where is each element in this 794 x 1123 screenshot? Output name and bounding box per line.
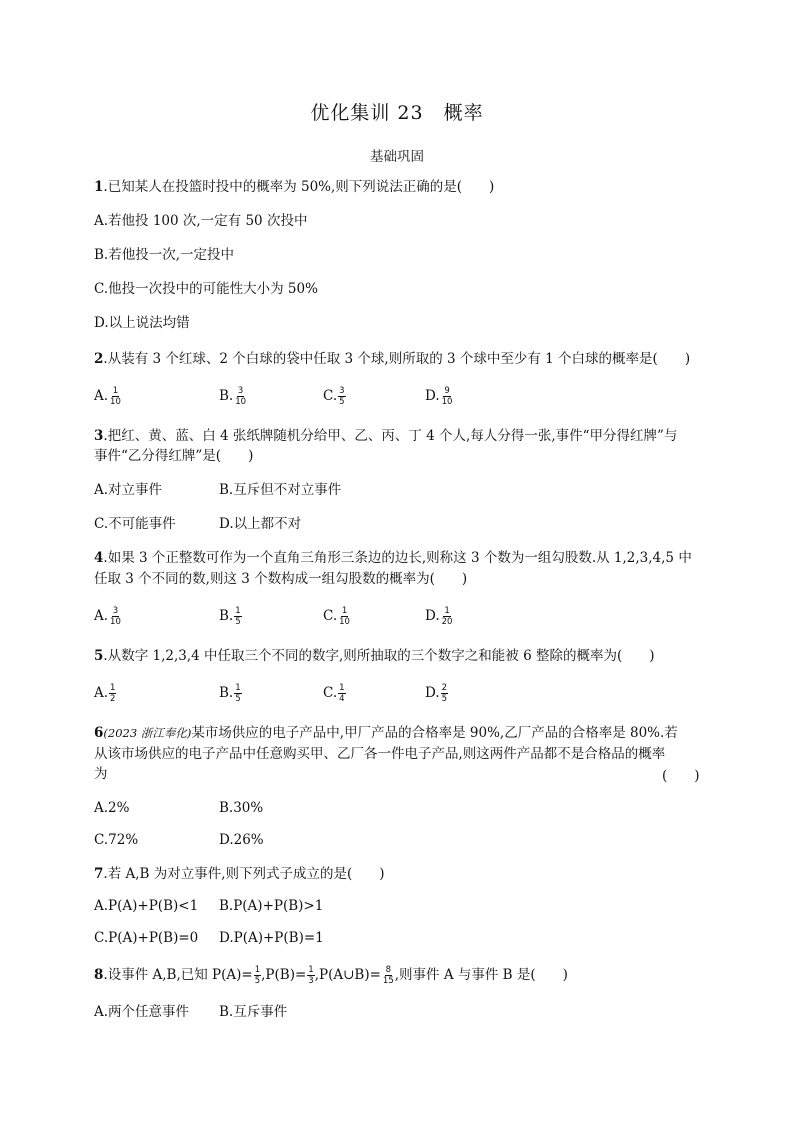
- question-7-stem: [94, 864, 385, 884]
- fraction: $\frac{1}{3}$: [308, 965, 314, 986]
- question-5-option-d: D. $\frac{2}{5}$: [425, 683, 448, 704]
- question-2-option-a: A. $\frac{1}{10}$: [94, 386, 121, 407]
- question-3-option-c: C.不可能事件: [94, 516, 176, 532]
- section-heading: 基础巩固: [370, 149, 424, 165]
- question-number: 2: [94, 351, 104, 367]
- question-5-stem: [94, 646, 655, 666]
- question-1-stem: [94, 177, 494, 197]
- question-text: .把红、黄、蓝、白 4 张纸牌随机分给甲、乙、丙、丁 4 个人,每人分得一张,事件“甲分得红牌”与: [103, 428, 678, 444]
- question-6-stem-line-2: 从该市场供应的电子产品中任意购买甲、乙厂各一件电子产品,则这两件产品都不是合格品的概率: [94, 746, 666, 762]
- question-4-option-b: B. $\frac{1}{5}$: [219, 606, 241, 627]
- question-4-stem-line-1: [94, 548, 692, 568]
- question-number: 6: [94, 725, 104, 741]
- question-4-option-c: C. $\frac{1}{10}$: [323, 606, 350, 627]
- question-1-option-a: A.若他投 100 次,一定有 50 次投中: [94, 213, 308, 229]
- question-4-option-a: A. $\frac{3}{10}$: [94, 606, 121, 627]
- question-7-option-a: A.P(A)+P(B)<1: [94, 898, 199, 914]
- question-6-option-b: B.30%: [219, 800, 264, 816]
- question-text: .若 A,B 为对立事件,则下列式子成立的是( ): [103, 866, 385, 882]
- question-4-option-d: D. $\frac{1}{20}$: [425, 606, 453, 627]
- question-6-option-c: C.72%: [94, 832, 139, 848]
- question-number: 1: [94, 179, 104, 195]
- question-2-option-b: B. $\frac{3}{10}$: [219, 386, 247, 407]
- question-3-option-d: D.以上都不对: [219, 516, 302, 532]
- question-8-option-b: B.互斥事件: [219, 1004, 288, 1020]
- question-5-option-a: A. $\frac{1}{2}$: [94, 683, 116, 704]
- page-title: 优化集训 23 概率: [310, 102, 484, 124]
- question-5-option-b: B. $\frac{1}{5}$: [219, 683, 241, 704]
- question-8-option-a: A.两个任意事件: [94, 1004, 190, 1020]
- question-7-option-b: B.P(A)+P(B)>1: [219, 898, 324, 914]
- question-6-answer-paren: ( ): [662, 768, 700, 784]
- question-4-stem-line-2: 任取 3 个不同的数,则这 3 个数构成一组勾股数的概率为( ): [94, 571, 468, 587]
- question-number: 8: [94, 967, 104, 983]
- question-7-option-c: C.P(A)+P(B)=0: [94, 930, 199, 946]
- question-text: .从数字 1,2,3,4 中任取三个不同的数字,则所抽取的三个数字之和能被 6 整除的概率为( ): [103, 648, 655, 664]
- question-number: 7: [94, 866, 104, 882]
- question-6-stem-line-3: 为: [94, 766, 108, 782]
- question-3-option-a: A.对立事件: [94, 482, 163, 498]
- question-number: 5: [94, 648, 104, 664]
- question-number: 3: [94, 428, 104, 444]
- question-text: 某市场供应的电子产品中,甲厂产品的合格率是 90%,乙厂产品的合格率是 80%.若: [191, 725, 678, 741]
- fraction: $\frac{1}{5}$: [254, 965, 261, 986]
- question-1-option-d: D.以上说法均错: [94, 315, 190, 331]
- question-1-option-c: C.他投一次投中的可能性大小为 50%: [94, 281, 318, 297]
- question-5-option-c: C. $\frac{1}{4}$: [323, 683, 345, 704]
- question-7-option-d: D.P(A)+P(B)=1: [219, 930, 324, 946]
- question-6-option-a: A.2%: [94, 800, 130, 816]
- question-text: .如果 3 个正整数可作为一个直角三角形三条边的边长,则称这 3 个数为一组勾股数.从 1,2,3,4,5 中: [103, 550, 692, 566]
- question-text: .从装有 3 个红球、2 个白球的袋中任取 3 个球,则所取的 3 个球中至少有 1 个白球的概率是( ): [103, 351, 691, 367]
- question-source: (2023 浙江奉化): [103, 726, 192, 740]
- question-2-stem: [94, 349, 690, 369]
- question-8-stem: 8.设事件 A,B,已知 P(A)= $\frac{1}{5}$ ,P(B)= $\frac{1}{3}$ ,P(A∪B)= $\frac{8}{15}$ ,则事件 A 与事件 B 是( ): [94, 965, 568, 986]
- question-3-stem-line-2: 事件“乙分得红牌”是( ): [94, 448, 254, 464]
- question-3-option-b: B.互斥但不对立事件: [219, 482, 342, 498]
- question-3-stem-line-1: [94, 426, 677, 446]
- question-number: 4: [94, 550, 104, 566]
- question-2-option-d: D. $\frac{9}{10}$: [425, 386, 453, 407]
- question-text: .已知某人在投篮时投中的概率为 50%,则下列说法正确的是( ): [103, 179, 495, 195]
- question-2-option-c: C. $\frac{3}{5}$: [323, 386, 345, 407]
- fraction: $\frac{8}{15}$: [382, 965, 394, 986]
- question-6-stem-line-1: [94, 723, 678, 743]
- question-6-option-d: D.26%: [219, 832, 264, 848]
- question-1-option-b: B.若他投一次,一定投中: [94, 247, 235, 263]
